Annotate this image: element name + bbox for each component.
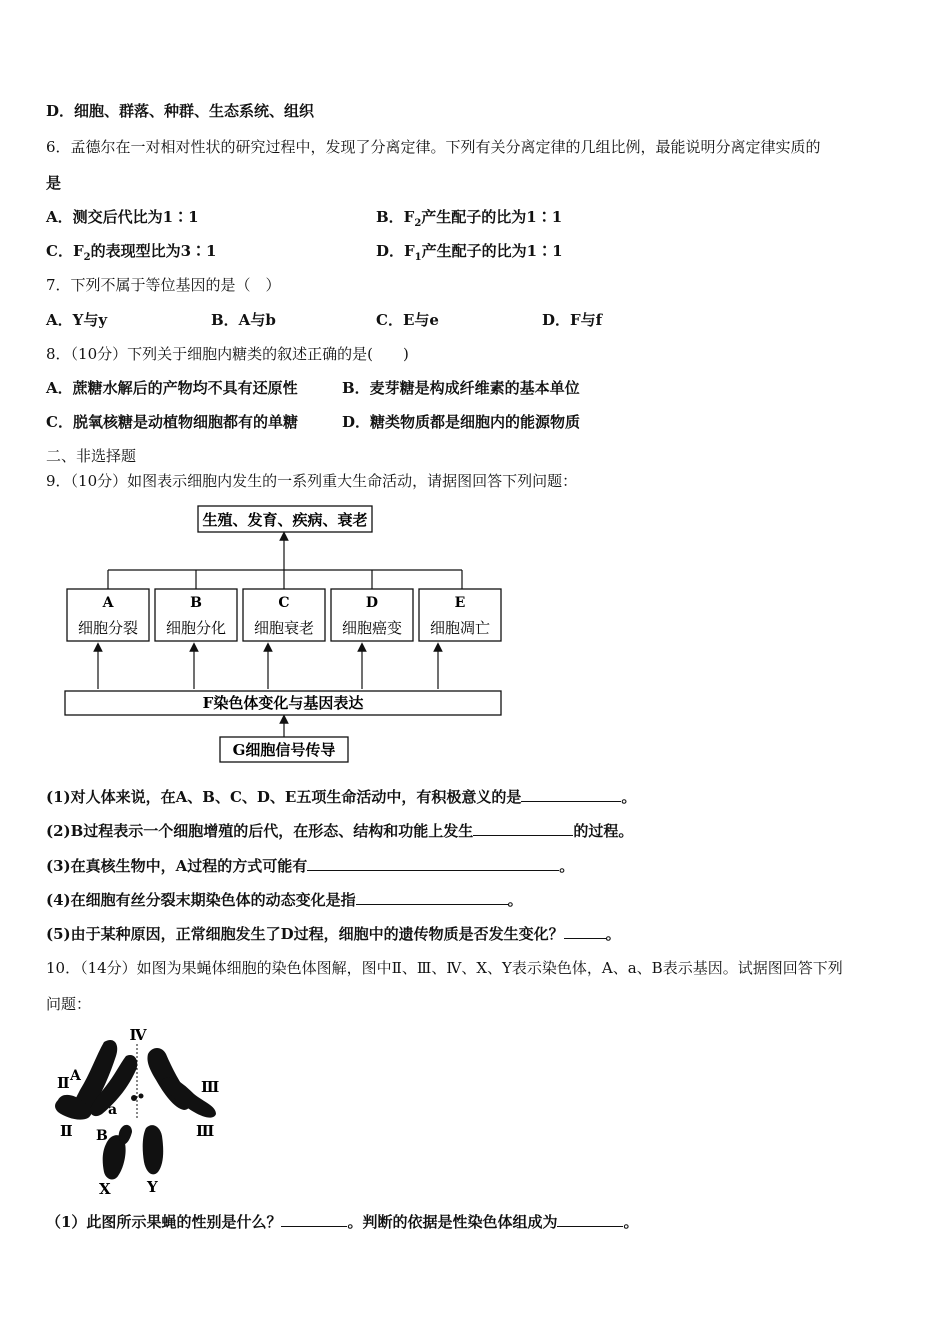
label-y: Y xyxy=(147,1178,158,1196)
q9-part-2-blank[interactable] xyxy=(473,821,573,836)
box-a-label: 细胞分裂 xyxy=(77,619,139,637)
q6-stem-text: 6．孟德尔在一对相对性状的研究过程中，发现了分离定律。下列有关分离定律的几组比例，最能说明分离定律实质的 xyxy=(46,138,821,156)
label-gene-a-lower: a xyxy=(108,1102,118,1118)
box-e xyxy=(419,589,501,641)
q6-option-c-post: 的表现型比为3∶1 xyxy=(90,242,217,260)
q9-part-2-end: 的过程。 xyxy=(573,822,634,840)
box-d-label: 细胞癌变 xyxy=(341,619,403,637)
q7-option-b: B．A与b xyxy=(211,311,276,329)
box-c-letter: C xyxy=(278,595,290,611)
g-box-label: G细胞信号传导 xyxy=(232,741,336,759)
fruit-fly-chromosome-figure xyxy=(44,1022,224,1200)
q9-stem: 9．（10分）如图表示细胞内发生的一系列重大生命活动，请据图回答下列问题： xyxy=(46,472,578,490)
q10-part-1-text: （1）此图所示果蝇的性别是什么？ xyxy=(46,1213,282,1231)
cell-life-activity-diagram xyxy=(60,503,510,765)
chromosome-x-sister xyxy=(119,1125,132,1144)
q10-stem-line2: 问题： xyxy=(46,995,92,1013)
box-c xyxy=(243,589,325,641)
label-gene-b: B xyxy=(96,1128,108,1144)
section-2-heading: 二、非选择题 xyxy=(46,447,137,465)
chromosome-iv-left xyxy=(131,1095,137,1101)
q6-option-c xyxy=(46,241,216,268)
box-b-label: 细胞分化 xyxy=(165,619,227,637)
q10-stem-text: 10．（14分）如图为果蝇体细胞的染色体图解，图中Ⅱ、Ⅲ、Ⅳ、X、Y表示染色体，A、a、B表示基因。试据图回答下列 xyxy=(46,959,843,977)
label-x: X xyxy=(99,1180,111,1198)
q8-option-c: C．脱氧核糖是动植物细胞都有的单糖 xyxy=(46,413,298,431)
label-ii-bottom: Ⅱ xyxy=(60,1122,73,1140)
q9-part-3 xyxy=(46,856,574,876)
q9-part-4 xyxy=(46,890,523,910)
box-a xyxy=(67,589,149,641)
q7-option-c: C．E与e xyxy=(376,311,439,329)
label-ii-top: Ⅱ xyxy=(57,1074,70,1092)
q8-option-a: A．蔗糖水解后的产物均不具有还原性 xyxy=(46,379,298,397)
label-gene-a-upper: A xyxy=(70,1068,81,1084)
q9-part-5 xyxy=(46,924,621,944)
q6-stem-line2: 是 xyxy=(46,174,62,192)
box-b xyxy=(155,589,237,641)
q9-part-4-blank[interactable] xyxy=(356,890,508,905)
box-c-label: 细胞衰老 xyxy=(253,619,315,637)
q9-part-1 xyxy=(46,787,636,807)
q10-stem-line1 xyxy=(46,958,843,978)
q7-option-d: D．F与f xyxy=(542,311,603,329)
q6-option-d-pre: D．F xyxy=(376,242,415,260)
q9-part-2 xyxy=(46,821,633,841)
label-iii-bottom: Ⅲ xyxy=(196,1122,215,1140)
box-e-label: 细胞凋亡 xyxy=(429,619,491,637)
box-d-letter: D xyxy=(365,595,379,611)
q9-part-3-end: 。 xyxy=(559,857,575,875)
f-bar-label: F染色体变化与基因表达 xyxy=(202,694,364,712)
q10-part-1 xyxy=(46,1212,638,1232)
label-iv: Ⅳ xyxy=(129,1026,147,1044)
q9-part-1-blank[interactable] xyxy=(521,787,621,802)
q8-option-d: D．糖类物质都是细胞内的能源物质 xyxy=(342,413,581,431)
q9-part-1-text: (1)对人体来说，在A、B、C、D、E五项生命活动中，有积极意义的是 xyxy=(46,788,522,806)
q8-stem: 8．（10分）下列关于细胞内糖类的叙述正确的是( ) xyxy=(46,345,409,363)
q6-option-b xyxy=(376,207,562,234)
q9-part-1-end: 。 xyxy=(621,788,637,806)
q7-option-a: A．Y与y xyxy=(46,311,108,329)
box-e-letter: E xyxy=(454,595,466,611)
q6-option-d xyxy=(376,241,563,268)
q9-part-5-text: (5)由于某种原因，正常细胞发生了D过程，细胞中的遗传物质是否发生变化？ xyxy=(46,925,564,943)
chromosome-iv-right xyxy=(139,1094,144,1099)
q10-part-1-mid: 。判断的依据是性染色体组成为 xyxy=(347,1213,558,1231)
q6-option-d-sub: 1 xyxy=(414,252,422,263)
box-a-letter: A xyxy=(102,595,114,611)
q9-part-5-blank[interactable] xyxy=(564,924,606,939)
box-d xyxy=(331,589,413,641)
q6-option-c-pre: C．F xyxy=(46,242,84,260)
q6-option-b-sub: 2 xyxy=(414,218,422,229)
q6-option-b-post: 产生配子的比为1∶1 xyxy=(421,208,563,226)
q8-option-b: B．麦芽糖是构成纤维素的基本单位 xyxy=(342,379,580,397)
q10-part-1-blank-2[interactable] xyxy=(557,1212,623,1227)
q9-part-5-end: 。 xyxy=(605,925,621,943)
q6-option-c-sub: 2 xyxy=(83,252,91,263)
q9-part-4-text: (4)在细胞有丝分裂末期染色体的动态变化是指 xyxy=(46,891,356,909)
chromosome-y xyxy=(143,1125,164,1174)
q9-part-3-text: (3)在真核生物中，A过程的方式可能有 xyxy=(46,857,308,875)
q6-stem-line1 xyxy=(46,137,821,157)
q9-part-3-blank[interactable] xyxy=(307,856,559,871)
q9-part-2-text: (2)B过程表示一个细胞增殖的后代，在形态、结构和功能上发生 xyxy=(46,822,474,840)
q9-part-4-end: 。 xyxy=(507,891,523,909)
q6-option-b-pre: B．F xyxy=(376,208,415,226)
box-b-letter: B xyxy=(190,595,202,611)
q10-part-1-blank-1[interactable] xyxy=(281,1212,347,1227)
q6-option-a: A．测交后代比为1∶1 xyxy=(46,208,199,226)
q5-option-d: D．细胞、群落、种群、生态系统、组织 xyxy=(46,102,315,120)
top-box-label: 生殖、发育、疾病、衰老 xyxy=(202,511,368,529)
q10-part-1-end: 。 xyxy=(623,1213,639,1231)
label-iii-top: Ⅲ xyxy=(201,1078,220,1096)
q6-option-d-post: 产生配子的比为1∶1 xyxy=(421,242,563,260)
q7-stem: 7．下列不属于等位基因的是（ ） xyxy=(46,276,281,294)
